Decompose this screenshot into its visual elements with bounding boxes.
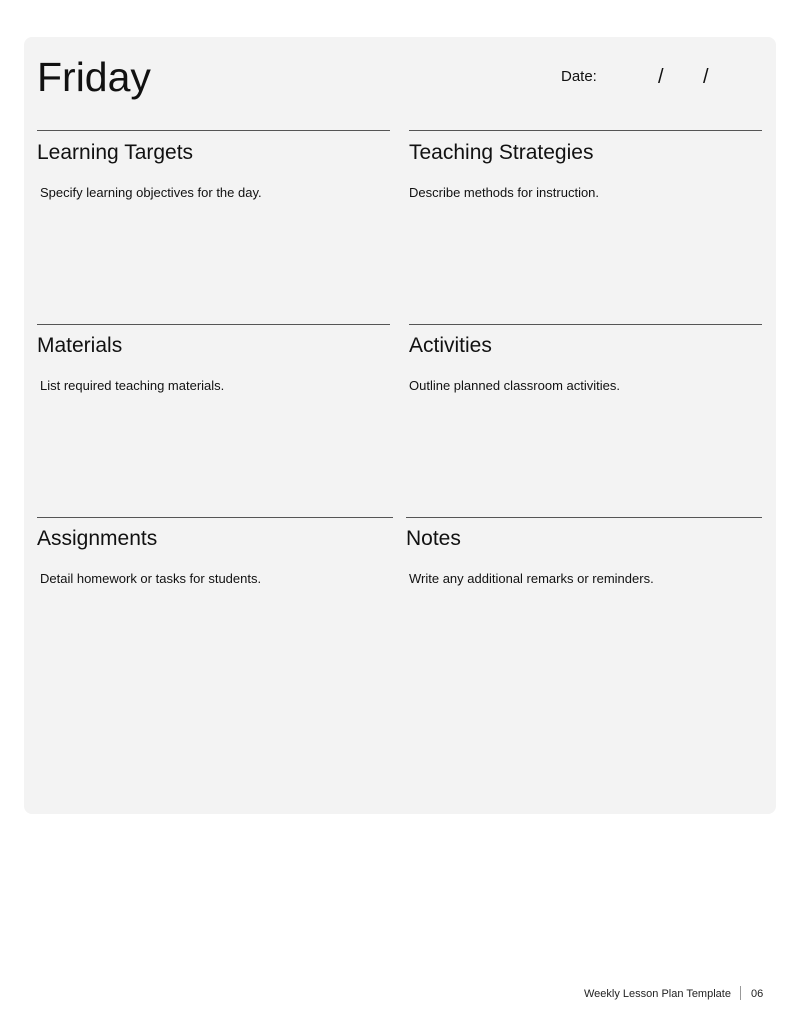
section-title-learning-targets: Learning Targets bbox=[37, 141, 194, 164]
page-title: Friday bbox=[37, 54, 151, 100]
section-title-activities: Activities bbox=[409, 334, 492, 357]
section-divider bbox=[409, 324, 762, 325]
section-description[interactable]: Specify learning objectives for the day. bbox=[40, 185, 262, 200]
section-divider bbox=[406, 517, 762, 518]
section-divider bbox=[409, 130, 762, 131]
date-label: Date: bbox=[561, 68, 597, 85]
date-separator: / bbox=[658, 66, 664, 88]
section-description[interactable]: Detail homework or tasks for students. bbox=[40, 571, 262, 586]
footer-document-title: Weekly Lesson Plan Template bbox=[584, 988, 731, 1000]
footer-separator bbox=[740, 986, 741, 1000]
section-divider bbox=[37, 517, 393, 518]
section-title-materials: Materials bbox=[37, 334, 123, 357]
section-description[interactable]: Describe methods for instruction. bbox=[409, 185, 600, 200]
date-separator: / bbox=[703, 66, 709, 88]
section-title-teaching-strategies: Teaching Strategies bbox=[409, 141, 594, 164]
section-description[interactable]: Outline planned classroom activities. bbox=[409, 378, 620, 393]
page-number: 06 bbox=[751, 988, 764, 1000]
section-description[interactable]: Write any additional remarks or reminders. bbox=[409, 571, 654, 586]
section-title-assignments: Assignments bbox=[37, 527, 158, 550]
section-divider bbox=[37, 130, 390, 131]
section-divider bbox=[37, 324, 390, 325]
section-description[interactable]: List required teaching materials. bbox=[40, 378, 225, 393]
section-title-notes: Notes bbox=[406, 527, 461, 550]
